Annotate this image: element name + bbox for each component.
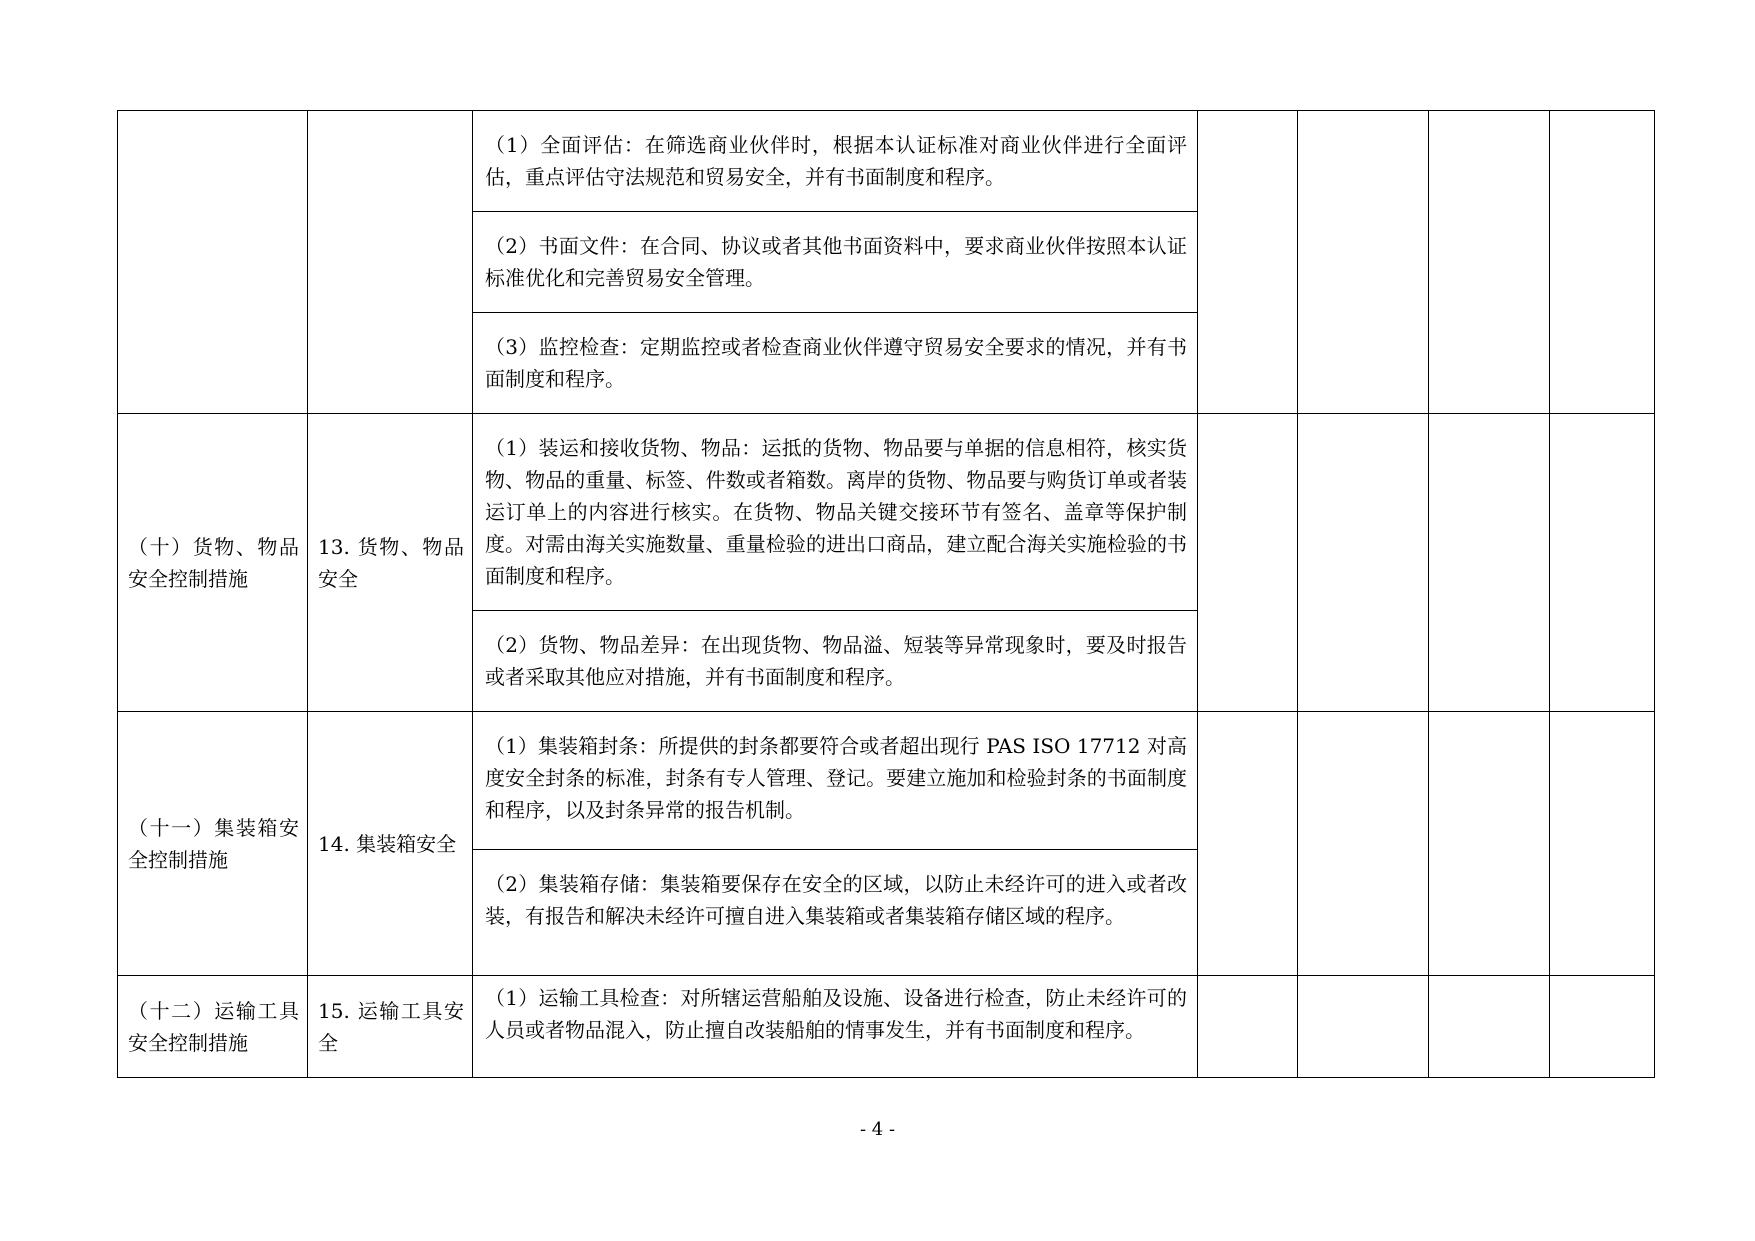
category-cell: （十二）运输工具安全控制措施 <box>118 976 308 1078</box>
item-cell <box>308 111 473 414</box>
table-row <box>118 976 1655 1078</box>
category-cell: （十）货物、物品安全控制措施 <box>118 414 308 712</box>
requirement-cell <box>473 976 1198 1078</box>
table-row <box>118 111 1655 212</box>
empty-cell <box>1198 712 1298 976</box>
requirement-text: （1）装运和接收货物、物品：运抵的货物、物品要与单据的信息相符，核实货物、物品的重量、标签、件数或者箱数。离岸的货物、物品要与购货订单或者装运订单上的内容进行核实。在货物、物品关键交接环节有签名、盖章等保护制度。对需由海关实施数量、重量检验的进出口商品，建立配合海关实施检验的书面制度和程序。 <box>485 436 1187 588</box>
item-cell: 15. 运输工具安全 <box>308 976 473 1078</box>
empty-cell <box>1429 976 1550 1078</box>
requirements-table <box>117 110 1655 1078</box>
table-row <box>118 712 1655 850</box>
requirement-cell <box>473 611 1198 712</box>
table-row <box>118 414 1655 611</box>
requirement-text: （1）集装箱封条：所提供的封条都要符合或者超出现行 PAS ISO 17712 对高度安全封条的标准，封条有专人管理、登记。要建立施加和检验封条的书面制度和程序，以及封条异常的报告机制。 <box>485 734 1187 822</box>
empty-cell <box>1429 414 1550 712</box>
empty-cell <box>1298 976 1429 1078</box>
empty-cell <box>1198 976 1298 1078</box>
page-number: - 4 - <box>859 1119 896 1140</box>
empty-cell <box>1550 414 1655 712</box>
empty-cell <box>1198 414 1298 712</box>
requirement-cell <box>473 313 1198 414</box>
empty-cell <box>1298 712 1429 976</box>
requirement-text: （2）集装箱存储：集装箱要保存在安全的区域，以防止未经许可的进入或者改装，有报告和解决未经许可擅自进入集装箱或者集装箱存储区域的程序。 <box>485 872 1187 928</box>
requirement-cell <box>473 414 1198 611</box>
empty-cell <box>1550 976 1655 1078</box>
empty-cell <box>1298 414 1429 712</box>
requirement-text: （3）监控检查：定期监控或者检查商业伙伴遵守贸易安全要求的情况，并有书面制度和程序。 <box>485 335 1187 391</box>
empty-cell <box>1198 111 1298 414</box>
requirement-text: （2）货物、物品差异：在出现货物、物品溢、短装等异常现象时，要及时报告或者采取其他应对措施，并有书面制度和程序。 <box>485 633 1187 689</box>
requirement-text: （2）书面文件：在合同、协议或者其他书面资料中，要求商业伙伴按照本认证标准优化和完善贸易安全管理。 <box>485 234 1187 290</box>
requirement-text: （1）全面评估：在筛选商业伙伴时，根据本认证标准对商业伙伴进行全面评估，重点评估守法规范和贸易安全，并有书面制度和程序。 <box>485 133 1187 189</box>
empty-cell <box>1550 111 1655 414</box>
empty-cell <box>1550 712 1655 976</box>
requirement-cell <box>473 111 1198 212</box>
requirement-cell <box>473 850 1198 976</box>
category-cell: （十一）集装箱安全控制措施 <box>118 712 308 976</box>
item-cell: 13. 货物、物品安全 <box>308 414 473 712</box>
empty-cell <box>1298 111 1429 414</box>
category-cell <box>118 111 308 414</box>
empty-cell <box>1429 111 1550 414</box>
item-cell: 14. 集装箱安全 <box>308 712 473 976</box>
requirement-cell <box>473 212 1198 313</box>
requirement-text: （1）运输工具检查：对所辖运营船舶及设施、设备进行检查，防止未经许可的人员或者物品混入，防止擅自改装船舶的情事发生，并有书面制度和程序。 <box>485 986 1187 1042</box>
requirement-cell <box>473 712 1198 850</box>
empty-cell <box>1429 712 1550 976</box>
